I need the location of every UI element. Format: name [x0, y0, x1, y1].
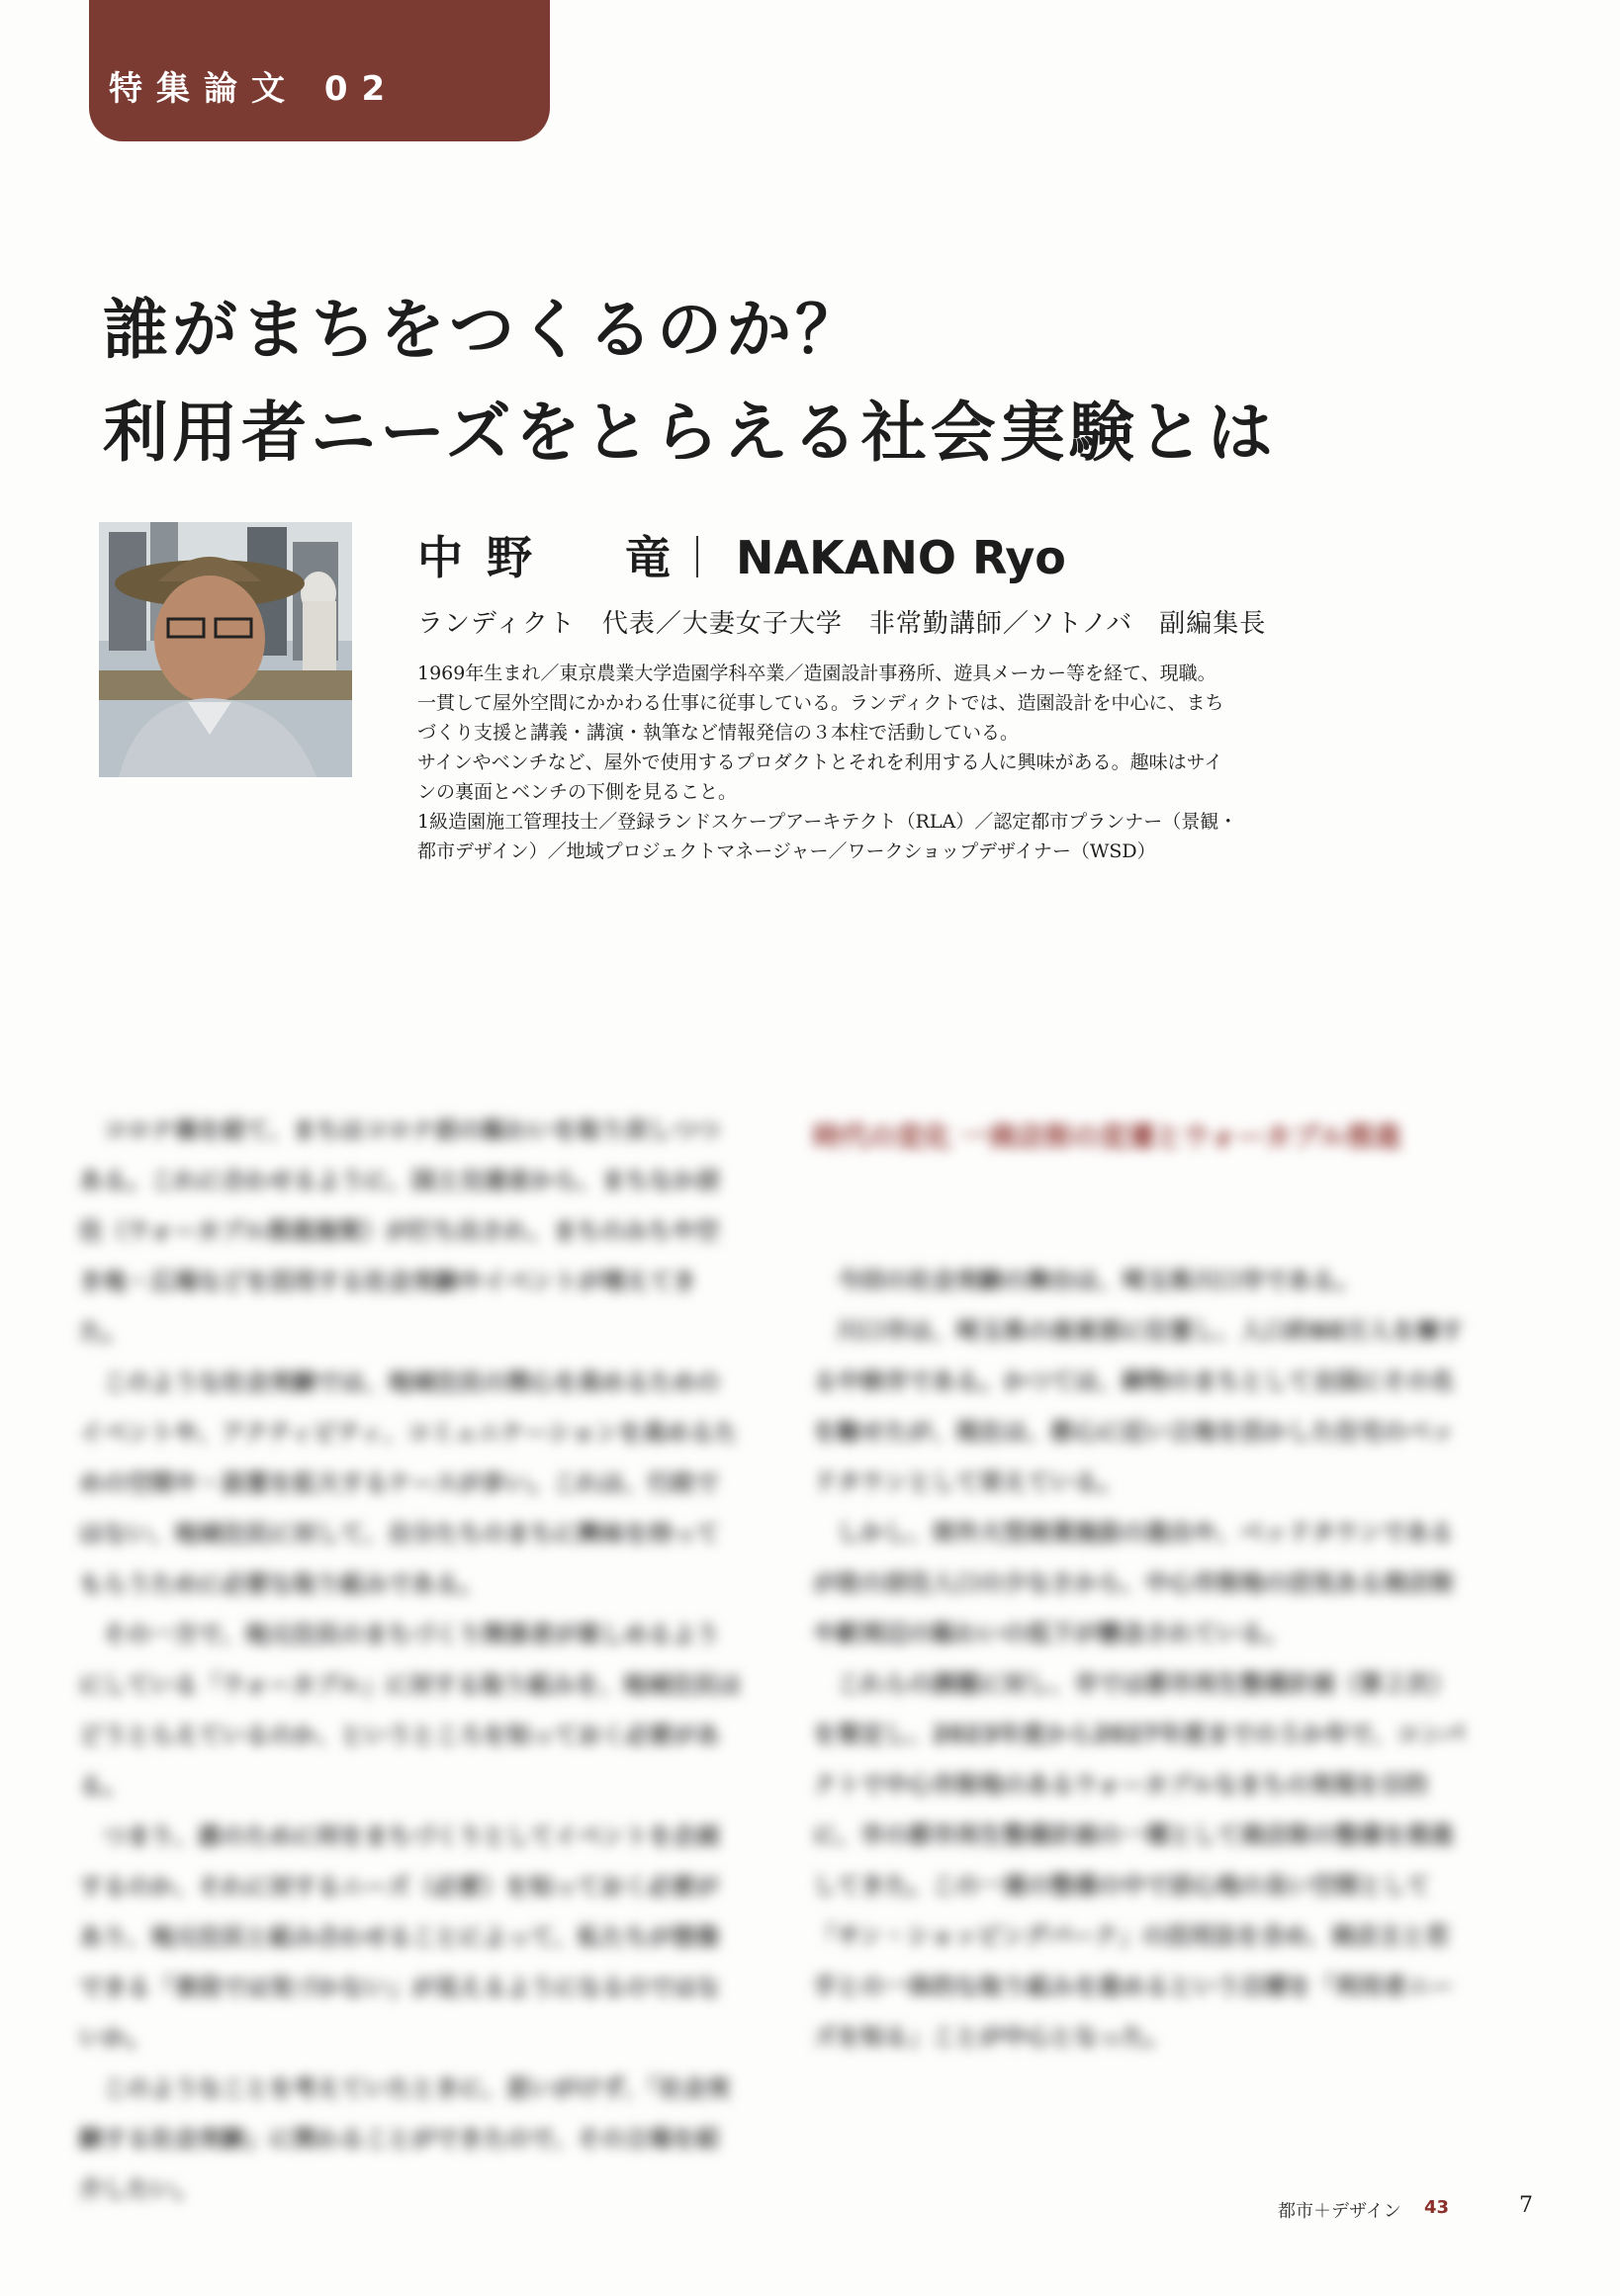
title-line-2: 利用者ニーズをとらえる社会実験とは: [103, 395, 1277, 471]
bio-line: サインやベンチなど、屋外で使用するプロダクトとそれを利用する人に興味がある。趣味はサイ: [417, 751, 1223, 773]
body-paragraph: このような社会実験では、地域住民の関心を高めるためのイベントや、アクティビティ、コミュニケーションを高めるための空間や・設置を拡大するケースが多い。これは、行政ではない、地域住民に対して、自分たちのまちに興味を持ってもらうために必要な取り組みである。: [79, 1369, 738, 1598]
body-column-left: [79, 1105, 742, 2215]
author-role: ランディクト 代表／大妻女子大学 非常勤講師／ソトノバ 副編集長: [417, 609, 1267, 639]
bio-line: 都市デザイン）／地域プロジェクトマネージャー／ワークショップデザイナー（WSD）: [417, 840, 1156, 862]
bio-line: 1969年生まれ／東京農業大学造園学科卒業／造園設計事務所、遊具メーカー等を経て、現職。: [417, 662, 1216, 684]
author-name-en: NAKANO Ryo: [736, 531, 1066, 584]
author-bio: [417, 659, 1248, 866]
author-photo: [99, 522, 352, 777]
footer-magazine: 都市＋デザイン: [1278, 2201, 1401, 2222]
body-paragraph: 今回の社会実験の舞台は、埼玉県川口市である。: [837, 1267, 1359, 1294]
body-paragraph: しかし、郊外大型商業施設の進出や、ベッドタウンであるが故の居住人口の少なさから、中心市街地の活気ある商店街や駅周辺の賑わいの低下が懸念されている。: [813, 1519, 1454, 1647]
footer-issue: 43: [1424, 2197, 1450, 2218]
author-name: [417, 522, 1066, 587]
page-title: [103, 279, 1277, 485]
body-paragraph: このようなことを考えていたときに、思いがけず、「社会実験する社会実験」に関わることができたので、その立場を紹介したい。: [79, 2075, 731, 2203]
title-line-1: 誰がまちをつくるのか？: [103, 292, 864, 368]
bio-line: 1級造園施工管理技士／登録ランドスケープアーキテクト（RLA）／認定都市プランナー（景観・: [417, 811, 1238, 833]
bio-line: 一貫して屋外空間にかかわる仕事に従事している。ランディクトでは、造園設計を中心に、まち: [417, 692, 1224, 714]
body-column-right: [813, 1256, 1466, 2063]
body-paragraph: 川口市は、埼玉県の南東部に位置し、人口約60万人を擁する中核市である。かつては、鋳物のまちとして全国にその名を馳せたが、現在は、都心に近い立地を活かした住宅のベッドタウンとして栄えている。: [813, 1317, 1464, 1496]
author-name-jp: 中野 竜: [417, 531, 694, 584]
bio-line: ンの裏面とベンチの下側を見ること。: [417, 781, 738, 803]
body-paragraph: その一方で、地元住民のまちづくり関係者が楽しめるようにしている「ウォーカブル」に対する取り組みを、地域住民はどうとらえているのか、というところを知っておく必要がある。: [79, 1621, 742, 1800]
body-paragraph: つまり、誰のために何をまちづくりとしてイベントを企画するのか、それに対するニーズ（必要）を知っておく必要があり、地元住民と組み合わせることによって、私たちが想像できる「普段では気づかない」が見えるようになるのではないか。: [79, 1822, 720, 2052]
name-divider: [696, 536, 698, 577]
feature-label: 特集論文 02: [109, 69, 400, 109]
body-paragraph: コロナ禍を経て、まちはコロナ前の賑わいを取り戻しつつある。これに合わせるように、国土交通省から、まちなか居住（ウォーカブル推進施策）が打ち出され、まちのみちや空き地・広場などを活用する社会実験やイベントが増えてきた。: [79, 1116, 720, 1346]
body-paragraph: これらの課題に対し、市では都市再生整備計画（第２次）を策定し、2023年度から2027年度までの５か年で、コンパクトで中心市街地のあるウォーカブルなまちの実現を目的に、市の都市再生整備計画の一環として商店街の整備を推進してきた。この一連の整備の中で居心地の良い空間として「サン・ショッピングパーク」の活用法を含め、商店主と若手との一体的な取り組みを進めるという目標を「利用者ニーズを知る」ことが中心となった。: [813, 1670, 1466, 2051]
page-number: 7: [1519, 2193, 1533, 2218]
bio-line: づくり支援と講義・講演・執筆など情報発信の３本柱で活動している。: [417, 722, 1020, 744]
section-heading: 時代の変化 一商店街の変遷とウォーカブル推進: [813, 1120, 1401, 1153]
